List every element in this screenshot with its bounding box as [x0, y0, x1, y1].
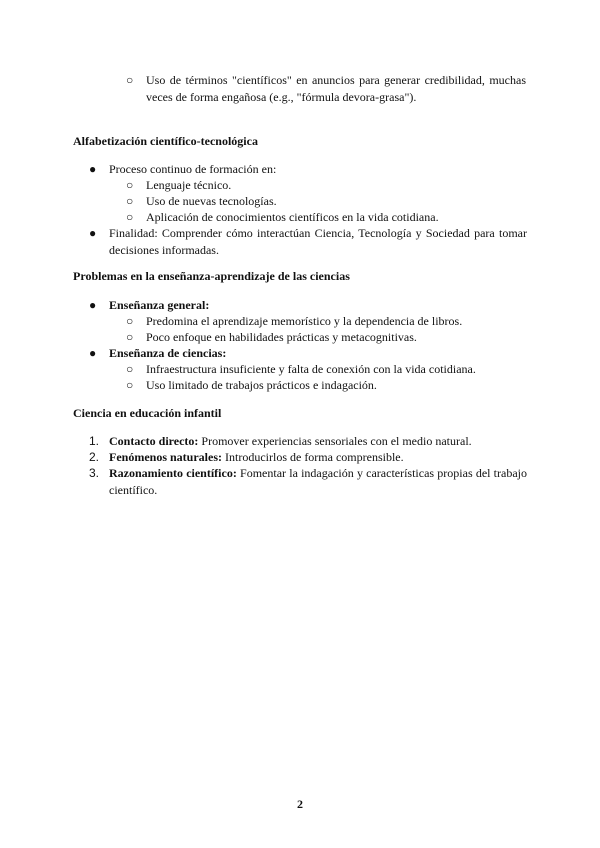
circle-bullet-icon: ○ — [126, 210, 134, 224]
disc-bullet-icon: ● — [89, 226, 97, 240]
disc-bullet-icon: ● — [89, 346, 97, 360]
circle-bullet-icon: ○ — [126, 194, 134, 208]
item-text: Promover experiencias sensoriales con el medio natural. — [198, 434, 472, 448]
disc-bullet-icon: ● — [89, 298, 97, 312]
section-heading-alfabetizacion: Alfabetización científico-tecnológica — [73, 134, 258, 148]
circle-bullet-icon: ○ — [126, 330, 134, 344]
item-label: Contacto directo: — [109, 434, 199, 448]
sub-item-text: Infraestructura insuficiente y falta de conexión con la vida cotidiana. — [146, 362, 476, 376]
sub-list-item — [126, 377, 526, 394]
sub-item-text: Poco enfoque en habilidades prácticas y metacognitivas. — [146, 330, 417, 344]
sub-list-item — [126, 193, 526, 210]
circle-bullet-icon: ○ — [126, 378, 134, 392]
circle-bullet-icon: ○ — [126, 178, 134, 192]
disc-bullet-icon: ● — [89, 162, 97, 176]
section-heading-ciencia-infantil: Ciencia en educación infantil — [73, 406, 222, 420]
sub-item-text: Predomina el aprendizaje memorístico y la dependencia de libros. — [146, 314, 463, 328]
item-text: Fomentar la indagación y características propias del trabajo científico. — [109, 466, 527, 497]
circle-bullet-icon: ○ — [126, 362, 134, 376]
sub-list-item — [126, 329, 526, 346]
item-text: Introducirlos de forma comprensible. — [222, 450, 404, 464]
list-item — [89, 225, 527, 258]
circle-bullet-icon: ○ — [126, 73, 134, 87]
list-item — [89, 161, 527, 178]
sub-item-text: Uso limitado de trabajos prácticos e indagación. — [146, 378, 377, 392]
numbered-list-item — [89, 465, 527, 498]
list-item-label: Enseñanza de ciencias: — [109, 346, 227, 360]
section-heading-problemas: Problemas en la enseñanza-aprendizaje de las ciencias — [73, 269, 350, 283]
list-number: 1. — [89, 434, 100, 448]
sub-item-text: Uso de nuevas tecnologías. — [146, 194, 277, 208]
sub-list-item — [126, 313, 526, 330]
circle-bullet-icon: ○ — [126, 314, 134, 328]
numbered-list-item — [89, 449, 527, 466]
list-number: 2. — [89, 450, 100, 464]
item-label: Fenómenos naturales: — [109, 450, 222, 464]
sub-list-item — [126, 209, 526, 226]
sub-list-item — [126, 177, 526, 194]
list-number: 3. — [89, 466, 100, 480]
sub-list-item — [126, 361, 526, 378]
item-label: Razonamiento científico: — [109, 466, 237, 480]
list-item-text: Finalidad: Comprender cómo interactúan Ciencia, Tecnología y Sociedad para tomar decisiones informadas. — [109, 226, 527, 257]
list-item-text: Proceso continuo de formación en: — [109, 162, 277, 176]
sub-item-text: Lenguaje técnico. — [146, 178, 232, 192]
list-item — [89, 345, 527, 362]
numbered-list-item — [89, 433, 527, 450]
intro-item-text: Uso de términos "científicos" en anuncios para generar credibilidad, muchas veces de forma engañosa (e.g., "fórmula devora-grasa"). — [146, 73, 526, 104]
list-item — [89, 297, 527, 314]
page-number: 2 — [297, 797, 303, 811]
sub-item-text: Aplicación de conocimientos científicos en la vida cotidiana. — [146, 210, 439, 224]
list-item-label: Enseñanza general: — [109, 298, 210, 312]
intro-list-item — [126, 72, 526, 105]
